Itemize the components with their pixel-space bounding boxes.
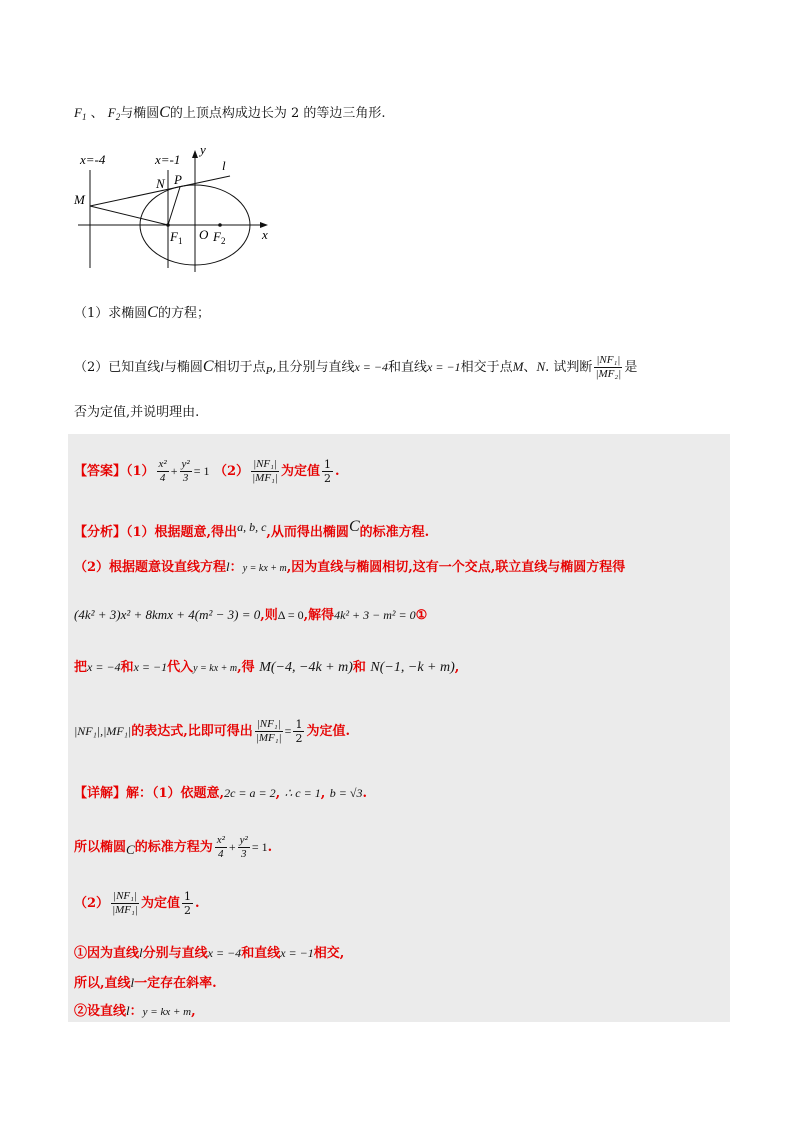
var-F1: $F_1$ xyxy=(74,105,87,122)
q2-text-d: ,且分别与直线 xyxy=(272,360,355,375)
q2-text-a: （2）已知直线 xyxy=(74,360,161,375)
label-O: O xyxy=(199,227,209,242)
detail-line-4: ①因为直线l分别与直线x = −4和直线x = −1相交, xyxy=(74,945,345,961)
label-P: P xyxy=(174,172,182,187)
segment-F1-P xyxy=(168,187,180,225)
label-x-neg4: x=-4 xyxy=(80,152,106,167)
var-M: M xyxy=(512,359,524,374)
frac-one-half: $\frac{1}{2}$ xyxy=(324,458,332,485)
label-F1: $F_1$ xyxy=(170,229,183,246)
var-N: N xyxy=(536,359,546,374)
var-C: C xyxy=(159,104,170,121)
var-F2: $F_2$ xyxy=(107,105,121,122)
label-x: x xyxy=(262,227,268,242)
q1-suffix: 的方程； xyxy=(157,306,210,321)
q2-text-g: 、 xyxy=(523,360,537,375)
separator: 、 xyxy=(90,106,104,121)
ellipse-figure xyxy=(70,144,290,274)
var-C: C xyxy=(202,358,214,375)
detail-line-6: ②设直线l：y = kx + m, xyxy=(74,1003,196,1019)
eq-x-neg4: x = −4 xyxy=(354,360,389,374)
problem-intro xyxy=(74,104,386,126)
ratio-fraction: $\frac{\text{|NF₁|}}{\text{|MF₂|}}$ xyxy=(595,354,622,380)
analysis-line-5: |NF₁|,|MF₁|的表达式,比即可得出 $\frac{\text{|NF₁|}}{\text{|MF₁|}}$ = $\frac{1}{2}$ 为定值. xyxy=(74,718,350,745)
segment-M-F1 xyxy=(90,206,168,225)
label-F2: $F_2$ xyxy=(213,229,226,246)
intro-text: 与椭圆 xyxy=(120,106,160,121)
q2-text-h: . 试判断 xyxy=(545,360,593,375)
label-N: N xyxy=(156,176,165,191)
question-2-continued: 否为定值,并说明理由. xyxy=(74,405,200,420)
q2-text-c: 相切于点 xyxy=(213,360,266,375)
q2-text-i: 是 xyxy=(624,360,638,375)
q2-text-e: 和直线 xyxy=(388,360,428,375)
detail-line-5: 所以,直线l一定存在斜率. xyxy=(74,975,217,991)
question-2 xyxy=(74,354,637,381)
q2-text-b: 与椭圆 xyxy=(163,360,203,375)
question-1 xyxy=(74,304,210,323)
frac-y2-3: $\frac{\text{y²}}{3}$ xyxy=(181,458,190,484)
detail-line-3: （2） $\frac{\text{|NF₁|}}{\text{|MF₁|}}$ 为定值 $\frac{1}{2}$ . xyxy=(74,890,200,917)
detail-line-2: 所以椭圆C的标准方程为 $\frac{\text{x²}}{4}$ + $\frac{\text{y²}}{3}$ = 1. xyxy=(74,834,273,860)
frac-x2-4: $\frac{\text{x²}}{4}$ xyxy=(158,458,167,484)
var-P: P xyxy=(265,365,273,377)
point-F2 xyxy=(218,223,222,227)
label-y: y xyxy=(200,144,206,157)
q2-text-f: 相交于点 xyxy=(460,360,513,375)
point-F1 xyxy=(166,223,170,227)
answer-line: 【答案】（1） $\frac{\text{x²}}{4}$ + $\frac{\text{y²}}{3}$ = 1 （2） $\frac{\text{|NF₁|}}{\text{|MF₁|}}$ 为定值 $\frac{1}{2}$ . xyxy=(74,458,340,485)
label-M: M xyxy=(74,192,85,207)
eq-x-neg1: x = −1 xyxy=(427,360,461,374)
label-l: l xyxy=(222,158,226,173)
frac-NF1-MF1: $\frac{\text{|NF₁|}}{\text{|MF₁|}}$ xyxy=(252,458,278,484)
analysis-line-1: 【分析】（1）根据题意,得出a, b, c,从而得出椭圆C的标准方程. xyxy=(74,518,430,540)
analysis-line-4: 把x = −4和x = −1代入y = kx + m,得 M(−4, −4k + m)和 N(−1, −k + m), xyxy=(74,660,460,675)
label-x-neg1: x=-1 xyxy=(155,152,181,167)
intro-rest: 的上顶点构成边长为 2 的等边三角形. xyxy=(169,106,386,121)
var-C: C xyxy=(147,304,158,321)
q1-prefix: （1）求椭圆 xyxy=(74,306,148,321)
detail-line-1: 【详解】解：（1）依题意,2c = a = 2, ∴ c = 1, b = √3. xyxy=(74,786,368,801)
analysis-line-3: (4k² + 3)x² + 8kmx + 4(m² − 3) = 0,则Δ = 0,解得4k² + 3 − m² = 0① xyxy=(74,607,428,623)
analysis-line-2: （2）根据题意设直线方程l：y = kx + m,因为直线与椭圆相切,这有一个交点,联立直线与椭圆方程得 xyxy=(74,559,626,575)
y-axis-arrow xyxy=(192,150,198,158)
var-l: l xyxy=(160,359,164,374)
